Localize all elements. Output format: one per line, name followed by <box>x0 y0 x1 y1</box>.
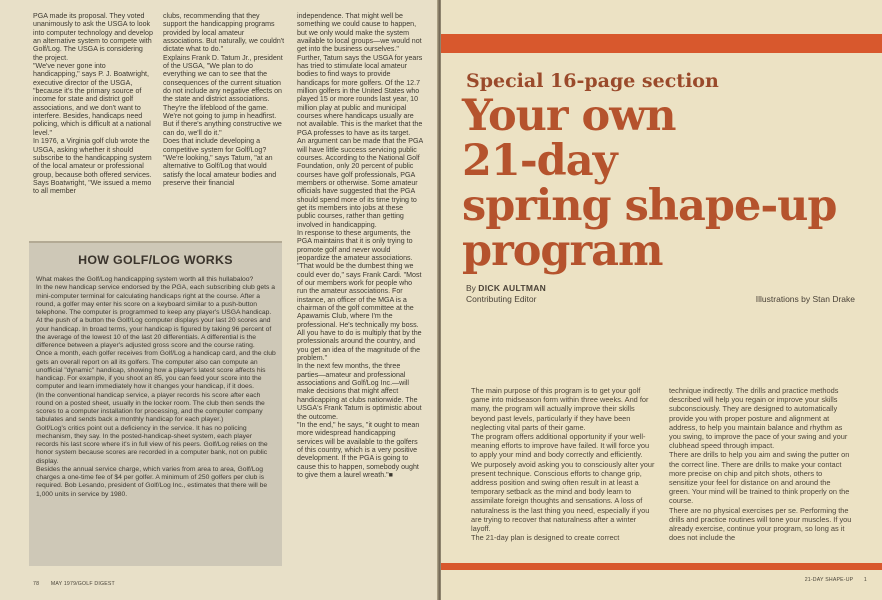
top-accent-bar <box>441 34 882 53</box>
author-role: Contributing Editor <box>466 294 537 304</box>
page-number: 1 <box>863 577 867 583</box>
sidebar-title: HOW GOLF/LOG WORKS <box>78 253 233 267</box>
bottom-accent-bar <box>441 563 882 570</box>
intro-column-1: The main purpose of this program is to get your golf game into midseason form within three weeks. And for many, the program will actually improve their skills beyond past levels, particularly if they have been neglecting vital parts of their game. The program offers additional opportunity if your well-meaning efforts to improve have failed. It will force you to apply your mind and body correctly and efficiently. We purposely avoid asking you to consciously alter your present technique. Conscious efforts to change grip, address position and swing often result in at least a temporary setback as the mind and body learn to assimilate foreign thoughts and sensations. A loss of naturalness is the last thing you need, especially if you are trying to recover that naturalness after a winter layoff. The 21-day plan is designed to create correct <box>471 386 655 543</box>
headline-line-4: program <box>462 226 663 276</box>
section-label: 21-DAY SHAPE-UP <box>804 577 854 583</box>
illustration-credit: Illustrations by Stan Drake <box>755 294 855 304</box>
byline-prefix: By <box>466 283 476 293</box>
headline-line-2: 21-day <box>462 136 617 186</box>
headline-line-1: Your own <box>462 91 676 141</box>
author-name: DICK AULTMAN <box>478 283 547 293</box>
right-page <box>441 0 882 600</box>
intro-column-2: technique indirectly. The drills and practice methods described will help you regain or improve your skills subconsciously. They are designed to automatically provide you with proper posture and alignment at address, to help you maintain balance and rhythm as you swing, to improve the pace of your swing and your clubhead speed through impact. There are drills to help you aim and swing the putter on the correct line. There are drills to make your contact more precise on chip and pitch shots, others to sensitize your feel for distance on and around the green. Your mind will be trained to think properly on the course. There are no physical exercises per se. Performing the drills and practice routines will tone your muscles. If you already exercise, continue your program, so long as it does not include the <box>669 386 852 543</box>
article-column-1: PGA made its proposal. They voted unanimously to ask the USGA to look into computer technology and develop an alternative system to compete with Golf/Log. The USGA is considering the project. "We've never gone into handicapping," says P. J. Boatwright, executive director of the USGA, "because it's the primary source of income for state and district golf associations, and we don't want to interfere. Besides, handicaps need policing, which is difficult at a national level." In 1976, a Virginia golf club wrote the USGA, asking whether it should subscribe to the handicapping system of the local amateur or professional group, because both offered services. Says Boatwright, "We issued a memo to all member <box>33 12 153 196</box>
left-page <box>0 0 437 600</box>
sidebar-box <box>29 241 282 566</box>
article-column-3: independence. That might well be something we could cause to happen, but we only would make the system available to local groups—we would not get into the business ourselves." Further, Tatum says the USGA for years has tried to stimulate local amateur bodies to find ways to provide handicaps for more golfers. Of the 12.7 million golfers in the United States who played 15 or more rounds last year, 10 million play at public and municipal courses where handicaps usually are not available. This is the market that the PGA professes to have as its target. An argument can be made that the PGA will have little success servicing public courses. According to the National Golf Foundation, only 20 percent of public courses have golf professionals, PGA members or otherwise. Some amateur officials have suggested that the PGA should spend more of its time trying to get its members into jobs at these public courses, rather than getting involved in handicapping. In response to these arguments, the PGA maintains that it is only trying to promote golf and never would jeopardize the amateur associations. "That would be the dumbest thing we could ever do," says Frank Cardi. "Most of our members work for people who run the amateur associations. For instance, an officer of the MGA is a chairman of the golf committee at the Apawamis Club, where I'm the professional. He's technically my boss. All you have to do is multiply that by the professionals around the country, and you get an idea of the magnitude of the problem." In the next few months, the three parties—amateur and professional associations and Golf/Log Inc.—will make decisions that might affect handicapping at clubs nationwide. The USGA's Frank Tatum is optimistic about the outcome. "In the end," he says, "it ought to mean more widespread handicapping services will be available to the golfers of this country, which is a very positive development. If the PGA is going to cause this to happen, somebody ought to give them a laurel wreath."■ <box>297 12 423 479</box>
page-number: 78 <box>33 581 40 587</box>
article-column-2: clubs, recommending that they support the handicapping programs provided by local amateur associations. But naturally, we couldn't dictate what to do." Explains Frank D. Tatum Jr., president of the USGA, "We plan to do everything we can to see that the consequences of the current situation do not include any negative effects on the state and district associations. They're the lifeblood of the game. We're not going to jump in headfirst. But if there's anything constructive we can do, we'll do it." Does that include developing a competitive system for Golf/Log? "We're looking," says Tatum, "at an alternative to Golf/Log that would satisfy the local amateur bodies and preserve their financial <box>163 12 285 187</box>
headline <box>462 91 877 276</box>
byline <box>466 283 546 293</box>
issue-line: MAY 1979/GOLF DIGEST <box>50 581 115 587</box>
section-kicker: Special 16-page section <box>466 70 719 92</box>
sidebar-body: What makes the Golf/Log handicapping system worth all this hullabaloo? In the new handicap service endorsed by the PGA, each subscribing club gets a mini-computer terminal for calculating handicaps right at the course. After a round, a golfer may enter his score on a keyboard similar to a push-button telephone. The computer is programmed to keep any player's USGA handicap. At the push of a button the Golf/Log computer displays your last 20 scores and your handicap. In broad terms, your handicap is figured by taking 96 percent of the average of the lowest 10 of the last 20 differentials. A differential is the difference between a player's adjusted gross score and the course rating. Once a month, each golfer receives from Golf/Log a handicap card, and the club gets an overall report on all its golfers. The computer also can compute an unofficial "dynamic" handicap, showing how a player's latest score affects his handicap. For example, if you shoot an 85, you can feed your score into the computer and learn immediately how it changes your handicap, if it does. (In the conventional handicap service, a player records his score after each round on a posted sheet, usually in the locker room. The club then sends the scores to a computer installation for processing, and the computer company tabulates and sends back a monthly handicap for each player.) Golf/Log's critics point out a deficiency in the service. It has no policing mechanism, they say. In the posted-handicap-sheet system, each player records his last score where it's in full view of his peers. Golf/Log relies on the honor system because scores are recorded in a computer bank, not on public display. Besides the annual service charge, which varies from area to area, Golf/Log charges a one-time fee of $4 per golfer. A minimum of 250 golfers per club is required. Bob Lesando, president of Golf/Log Inc., estimates that there will be 1,000 units in service by 1980. <box>36 276 276 498</box>
headline-line-3: spring shape-up <box>462 181 837 231</box>
right-folio <box>796 577 867 583</box>
left-folio <box>33 581 125 587</box>
